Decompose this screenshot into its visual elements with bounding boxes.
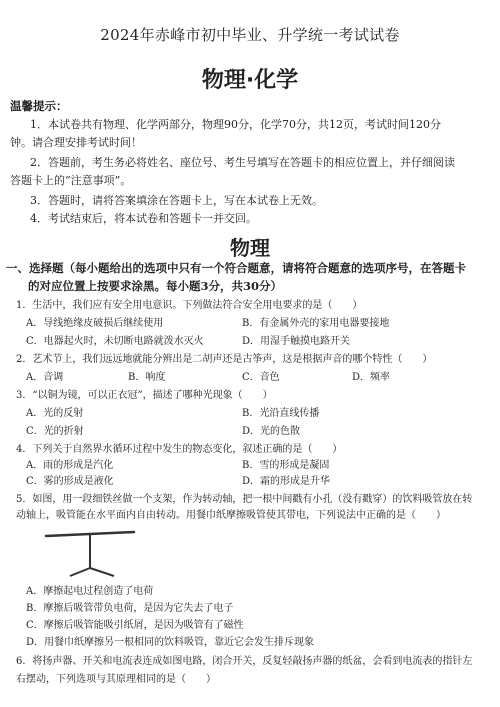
tip-line: 答题卡上的“注意事项”。 (10, 174, 132, 187)
question-stem: 3．“以铜为镜，可以正衣冠”，描述了哪种光现象（ ） (16, 390, 273, 401)
option-d: D．光的色散 (242, 426, 301, 437)
option-c: C．雾的形成是液化 (26, 476, 114, 487)
option-b: B．雪的形成是凝固 (242, 460, 330, 471)
question-stem-cont: 动轴上，吸管能在水平面内自由转动。用餐巾纸摩擦吸管使其带电，下列说法中正确的是（ ） (16, 510, 446, 521)
option-a: A．音调 (26, 372, 64, 383)
question-stem: 4．下列关于自然界水循环过程中发生的物态变化，叙述正确的是（ ） (16, 444, 343, 455)
option-d: D．频率 (352, 372, 391, 383)
stand-leg-left (70, 568, 90, 576)
tips-heading: 温馨提示： (10, 99, 68, 113)
question-stem: 2．艺术节上，我们远远地就能分辨出是二胡声还是古筝声，这是根据声音的哪个特性（ ） (16, 354, 433, 365)
straw-on-stand-figure-icon (40, 528, 140, 578)
tip-line: 4．考试结束后，将本试卷和答题卡一并交回。 (30, 212, 257, 225)
tip-line: 3．答题时，请将答案填涂在答题卡上，写在本试卷上无效。 (30, 194, 323, 207)
tip-line: 1．本试卷共有物理、化学两部分，物理90分，化学70分，共12页，考试时间120分 (30, 118, 441, 131)
option-c: C．音色 (242, 372, 280, 383)
option-a: A．雨的形成是汽化 (26, 460, 114, 471)
stand-leg-right (90, 568, 114, 576)
option-b: B．有金属外壳的家用电器要接地 (242, 318, 390, 329)
option-c: C．电器起火时，未切断电路就泼水灭火 (26, 336, 204, 347)
exam-title: 2024年赤峰市初中毕业、升学统一考试试卷 (100, 26, 400, 44)
option-c: C．光的折射 (26, 426, 84, 437)
part1-heading-cont: 的对应位置上按要求涂黑。每小题3分，共30分） (28, 279, 283, 293)
option-d: D．用湿手触摸电路开关 (242, 336, 351, 347)
option-a: A．导线绝缘皮破损后继续使用 (26, 318, 164, 329)
part1-heading: 一、选择题（每小题给出的选项中只有一个符合题意，请将符合题意的选项序号，在答题卡 (6, 261, 466, 275)
option-d: D．霜的形成是升华 (242, 476, 331, 487)
tip-line: 2．答题前，考生务必将姓名、座位号、考生号填写在答题卡的相应位置上，并仔细阅读 (30, 156, 455, 169)
option-a: A．光的反射 (26, 408, 84, 419)
option-b: B．响度 (128, 372, 166, 383)
option-a: A．摩擦起电过程创造了电荷 (26, 586, 154, 597)
option-b: B．摩擦后吸管带负电荷，是因为它失去了电子 (26, 603, 234, 614)
option-b: B．光沿直线传播 (242, 408, 320, 419)
option-d: D．用餐巾纸摩擦另一根相同的饮料吸管，靠近它会发生排斥现象 (26, 637, 315, 648)
question-stem: 1．生活中，我们应有安全用电意识。下列做法符合安全用电要求的是（ ） (16, 300, 363, 311)
subject-title: 物理·化学 (201, 68, 299, 93)
option-c: C．摩擦后吸管能吸引纸屑，是因为吸管有了磁性 (26, 620, 244, 631)
section-title-physics: 物理 (230, 236, 270, 260)
question-stem-cont: 右摆动，下列选项与其原理相同的是（ ） (16, 674, 216, 685)
tip-line: 钟。请合理安排考试时间！ (10, 136, 142, 149)
question-stem: 6．将扬声器、开关和电流表连成如图电路，闭合开关，反复轻敲扬声器的纸盆，会看到电流表的指针左 (16, 656, 473, 667)
question-stem: 5．如图，用一段细铁丝做一个支架，作为转动轴，把一根中间戳有小孔（没有戳穿）的饮料吸管放在转 (16, 494, 473, 505)
